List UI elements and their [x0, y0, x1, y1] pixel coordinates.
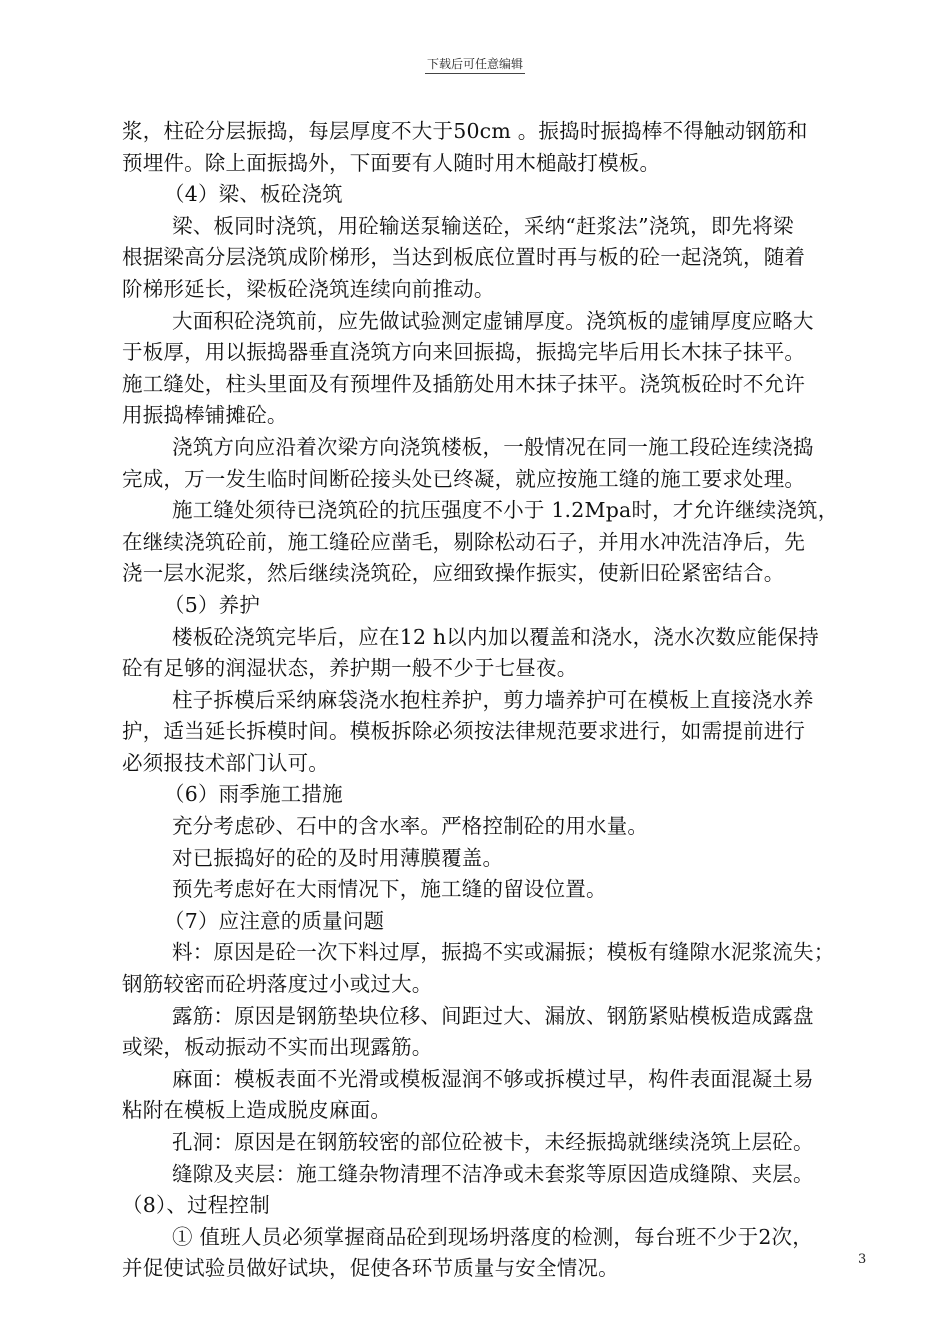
text-line: 必须报技术部门认可。: [122, 750, 329, 775]
text-line: 浆，柱砼分层振捣，每层厚度不大于50cm 。振捣时振捣棒不得触动钢筋和: [122, 119, 808, 143]
text-line: 预埋件。除上面振捣外，下面要有人随时用木槌敲打模板。: [122, 150, 661, 175]
text-line: 护，适当延长拆模时间。模板拆除必须按法律规范要求进行，如需提前进行: [122, 719, 806, 744]
text-line: ① 值班人员必须掌握商品砼到现场坍落度的检测，每台班不少于2次，: [172, 1224, 813, 1249]
text-line: 并促使试验员做好试块，促使各环节质量与安全情况。: [122, 1256, 619, 1281]
text-line: 预先考虑好在大雨情况下，施工缝的留设位置。: [172, 877, 607, 902]
text-line: （7）应注意的质量问题: [164, 908, 385, 933]
text-line: 缝隙及夹层：施工缝杂物清理不洁净或未套浆等原因造成缝隙、夹层。: [172, 1161, 814, 1186]
text-line: 孔洞：原因是在钢筋较密的部位砼被卡，未经振捣就继续浇筑上层砼。: [172, 1130, 814, 1154]
text-line: 阶梯形延长，梁板砼浇筑连续向前推动。: [122, 276, 495, 301]
text-line: （8）、过程控制: [122, 1193, 270, 1218]
text-line: 砼有足够的润湿状态，养护期一般不少于七昼夜。: [122, 656, 578, 681]
text-line: 充分考虑砂、石中的含水率。严格控制砼的用水量。: [172, 814, 649, 839]
text-line: 粘附在模板上造成脱皮麻面。: [122, 1098, 392, 1123]
text-line: 完成，万一发生临时间断砼接头处已终凝，就应按施工缝的施工要求处理。: [122, 466, 806, 491]
text-line: 露筋：原因是钢筋垫块位移、间距过大、漏放、钢筋紧贴模板造成露盘: [172, 1003, 814, 1028]
text-line: 施工缝处须待已浇筑砼的抗压强度不小于 1.2Mpa时，才允许继续浇筑，: [172, 498, 839, 523]
text-line: 在继续浇筑砼前，施工缝砼应凿毛，剔除松动石子，并用水冲洗洁净后，先: [122, 529, 806, 554]
text-line: 或梁，板动振动不实而出现露筋。: [122, 1035, 433, 1060]
text-line: 大面积砼浇筑前，应先做试验测定虚铺厚度。浇筑板的虚铺厚度应略大: [172, 308, 814, 333]
text-line: 浇一层水泥浆，然后继续浇筑砼，应细致操作振实，使新旧砼紧密结合。: [122, 561, 785, 586]
text-line: 楼板砼浇筑完毕后，应在12 h以内加以覆盖和浇水，浇水次数应能保持: [172, 624, 819, 649]
text-line: 柱子拆模后采纳麻袋浇水抱柱养护，剪力墙养护可在模板上直接浇水养: [172, 687, 814, 712]
text-line: 施工缝处，柱头里面及有预埋件及插筋处用木抹子抹平。浇筑板砼时不允许: [122, 371, 806, 396]
text-line: 用振捣棒铺摊砼。: [122, 403, 288, 428]
text-line: 对已振捣好的砼的及时用薄膜覆盖。: [172, 845, 504, 870]
text-line: （6）雨季施工措施: [164, 782, 343, 807]
text-line: 麻面：模板表面不光滑或模板湿润不够或拆模过早，构件表面混凝土易: [172, 1066, 814, 1091]
body-text: [122, 116, 840, 1285]
text-line: 浇筑方向应沿着次梁方向浇筑楼板，一般情况在同一施工段砼连续浇捣: [172, 434, 814, 459]
text-line: 梁、板同时浇筑，用砼输送泵输送砼，采纳“赶浆法”浇筑，即先将梁: [172, 213, 794, 238]
page-header: [0, 56, 950, 74]
text-line: （5）养护: [164, 592, 261, 617]
text-line: 料：原因是砼一次下料过厚，振捣不实或漏振；模板有缝隙水泥浆流失；: [172, 940, 835, 965]
header-text: 下载后可任意编辑: [425, 56, 525, 74]
text-line: （4）梁、板砼浇筑: [164, 182, 343, 207]
text-line: 根据梁高分层浇筑成阶梯形，当达到板底位置时再与板的砼一起浇筑，随着: [122, 245, 806, 270]
page-number: 3: [858, 1252, 867, 1267]
text-line: 钢筋较密而砼坍落度过小或过大。: [122, 972, 433, 997]
text-line: 于板厚，用以振捣器垂直浇筑方向来回振捣，振捣完毕后用长木抹子抹平。: [122, 340, 806, 365]
